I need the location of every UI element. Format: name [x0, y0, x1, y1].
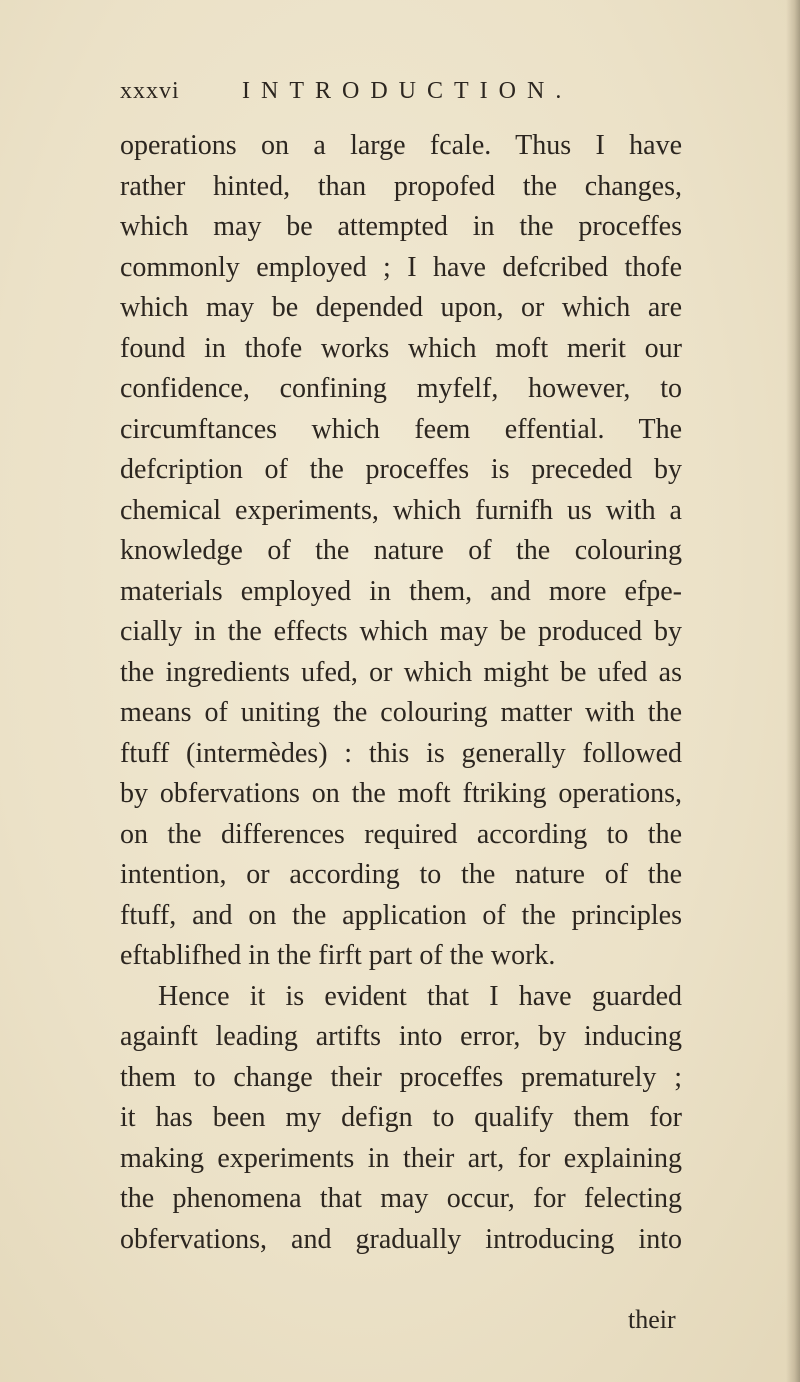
page-edge-shadow [786, 0, 800, 1382]
text-line: commonly employed ; I have defcribed thofe [120, 251, 682, 283]
text-line: by obfervations on the moft ftriking operations, [120, 778, 682, 809]
text-line: knowledge of the nature of the colouring [120, 535, 682, 566]
text-line: confidence, confining myfelf, however, to [120, 373, 682, 404]
text-line: on the differences required according to the [120, 818, 682, 850]
text-line: found in thofe works which moft merit our [120, 332, 682, 364]
body-text [120, 126, 682, 1260]
text-line: operations on a large fcale. Thus I have [120, 130, 682, 161]
text-line: intention, or according to the nature of the [120, 859, 682, 890]
text-line: obfervations, and gradually introducing into [120, 1223, 682, 1255]
text-line: the ingredients ufed, or which might be ufed as [120, 656, 682, 688]
text-line: eftablifhed in the firft part of the work. [120, 940, 556, 971]
catchword: their [628, 1305, 676, 1334]
text-line: making experiments in their art, for explaining [120, 1142, 682, 1174]
text-line: againft leading artifts into error, by inducing [120, 1021, 682, 1052]
text-line: them to change their proceffes prematurely ; [120, 1061, 682, 1093]
text-line: ftuff (intermèdes) : this is generally followed [120, 737, 682, 769]
text-line: ftuff, and on the application of the principles [120, 899, 682, 931]
text-line: it has been my defign to qualify them for [120, 1102, 682, 1133]
running-title: INTRODUCTION. [242, 78, 573, 104]
page-number: xxxvi [120, 78, 180, 104]
text-line: chemical experiments, which furnifh us with a [120, 494, 682, 526]
text-line: which may be depended upon, or which are [120, 292, 682, 323]
running-head [120, 78, 720, 118]
text-line: which may be attempted in the proceffes [120, 211, 682, 242]
text-line: means of uniting the colouring matter with the [120, 697, 682, 728]
text-line: defcription of the proceffes is preceded by [120, 454, 682, 485]
text-line: cially in the effects which may be produced by [120, 616, 682, 647]
text-line: circumftances which feem effential. The [120, 413, 682, 445]
paragraph-start-line: Hence it is evident that I have guarded [158, 980, 682, 1012]
text-line: the phenomena that may occur, for felecting [120, 1183, 682, 1214]
text-line: materials employed in them, and more efpe- [120, 575, 682, 607]
text-line: rather hinted, than propofed the changes, [120, 170, 682, 202]
